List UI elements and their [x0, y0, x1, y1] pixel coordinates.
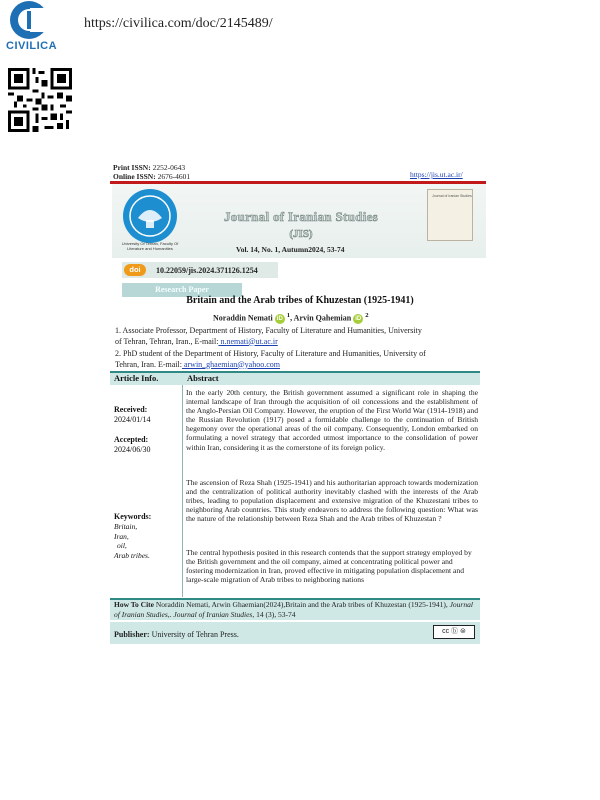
accepted-label: Accepted: — [114, 435, 149, 444]
article-title: Britain and the Arab tribes of Khuzestan (1925-1941) — [186, 295, 414, 306]
author-1: Noraddin Nemati — [213, 313, 273, 323]
qr-code-icon — [8, 68, 72, 132]
author-1-email[interactable]: n.nemati@ut.ac.ir — [218, 336, 278, 346]
keyword: Britain, — [114, 522, 138, 531]
journal-abbreviation: (JIS) — [289, 228, 313, 240]
cover-title: Journal of Iranian Studies — [432, 194, 472, 198]
keyword: Arab tribes. — [114, 550, 150, 560]
article-type-badge: Research Paper — [122, 283, 242, 297]
doi-value[interactable]: 10.22059/jis.2024.371126.1254 — [156, 266, 258, 275]
affiliation-1: 1. Associate Professor, Department of History, Faculty of Literature and Humanities, University of Tehran, Tehran, Iran., E-mail: n.nemati@ut.ac.ir — [115, 326, 422, 346]
print-issn: Print ISSN: 2252-0643 — [113, 163, 186, 172]
civilica-logo-text[interactable]: CIVILICA — [6, 40, 58, 52]
received-date: 2024/01/14 — [114, 415, 151, 424]
keyword-list — [114, 522, 150, 560]
doi-icon: doi — [124, 264, 146, 276]
keyword: oil, — [117, 541, 127, 550]
journal-link[interactable]: https://jis.ut.ac.ir/ — [410, 170, 463, 179]
orcid-icon[interactable]: iD — [355, 315, 362, 322]
abstract-paragraph-1: In the early 20th century, the British government assumed a significant role in shaping the internal landscape of Iran through the acquisition of oil concessions and the establishment of the Anglo-Persian Oil Company. However, the eruption of the First World War (1914-1918) and the Russian Revolution (1917) posed a formidable challenge to the continuation of British hegemony over the operational areas of the oil company. Consequently, London embarked on formulating a novel strategy that accorded utmost importance to the consolidation of power within Iran, considering it as the cornerstone of its foreign policy. — [186, 388, 478, 452]
abstract-paragraph-2: The ascension of Reza Shah (1925-1941) and his authoritarian approach towards modernization and the centralization of political authority inevitably clashed with the interests of the Arab tribes, leading to population displacement and extensive migration of the Khuzestani tribes to neighboring Arab countries. This study endeavors to address the following question: What was the nature of the relationship between Reza Shah and the Arab tribes of Khuzestan ? — [186, 478, 478, 524]
seal-caption: University Of Tehran, Faculty Of Literature and Humanities — [121, 241, 179, 251]
citation-text: How To Cite Noraddin Nemati, Arwin Ghaemian(2024),Britain and the Arab tribes of Khuzestan (1925-1941), Journal of Iranian Studies,. Journal of Iranian Studies, 14 (3), 53-74 — [114, 600, 473, 619]
author-2-email[interactable]: arwin_ghaemian@yahoo.com — [181, 359, 280, 369]
table-header — [110, 371, 480, 385]
university-seal-icon — [122, 188, 178, 244]
received-label: Received: — [114, 405, 148, 414]
volume-info: Vol. 14, No. 1, Autumn2024, 53-74 — [236, 245, 345, 254]
accepted-date: 2024/06/30 — [114, 445, 151, 454]
cc-license-icon[interactable]: cc ⓑ ⊜ — [433, 625, 475, 639]
column-divider — [182, 385, 183, 597]
keywords-label: Keywords: — [114, 512, 152, 521]
document-url[interactable]: https://civilica.com/doc/2145489/ — [84, 16, 273, 31]
orcid-icon[interactable]: iD — [276, 315, 283, 322]
article-info-heading: Article Info. — [114, 373, 159, 383]
journal-title: Journal of Iranian Studies — [223, 209, 379, 224]
abstract-heading: Abstract — [187, 373, 219, 383]
publisher: Publisher: University of Tehran Press. — [114, 630, 239, 639]
author-2: , Arvin Qahemian — [290, 313, 352, 323]
affiliation-2: 2. PhD student of the Department of History, Faculty of Literature and Humanities, University of Tehran, Iran. E-mail: arwin_ghaemian@yahoo.com — [115, 349, 426, 369]
online-issn: Online ISSN: 2676-4601 — [113, 172, 191, 181]
civilica-logo-icon[interactable] — [6, 0, 52, 40]
abstract-paragraph-3: The central hypothesis posited in this research contends that the support strategy employed by the British government and the oil company, aimed at concentrating political power and fostering modernization in Iran, proved effective in mitigating population displacement and large-scale migration of Arab tribes to neighboring nations — [186, 548, 472, 585]
authors-line: Noraddin Nemati iD $^1$, Arvin Qahemian iD $^2$ — [213, 312, 369, 323]
keyword: Iran, — [114, 531, 129, 541]
